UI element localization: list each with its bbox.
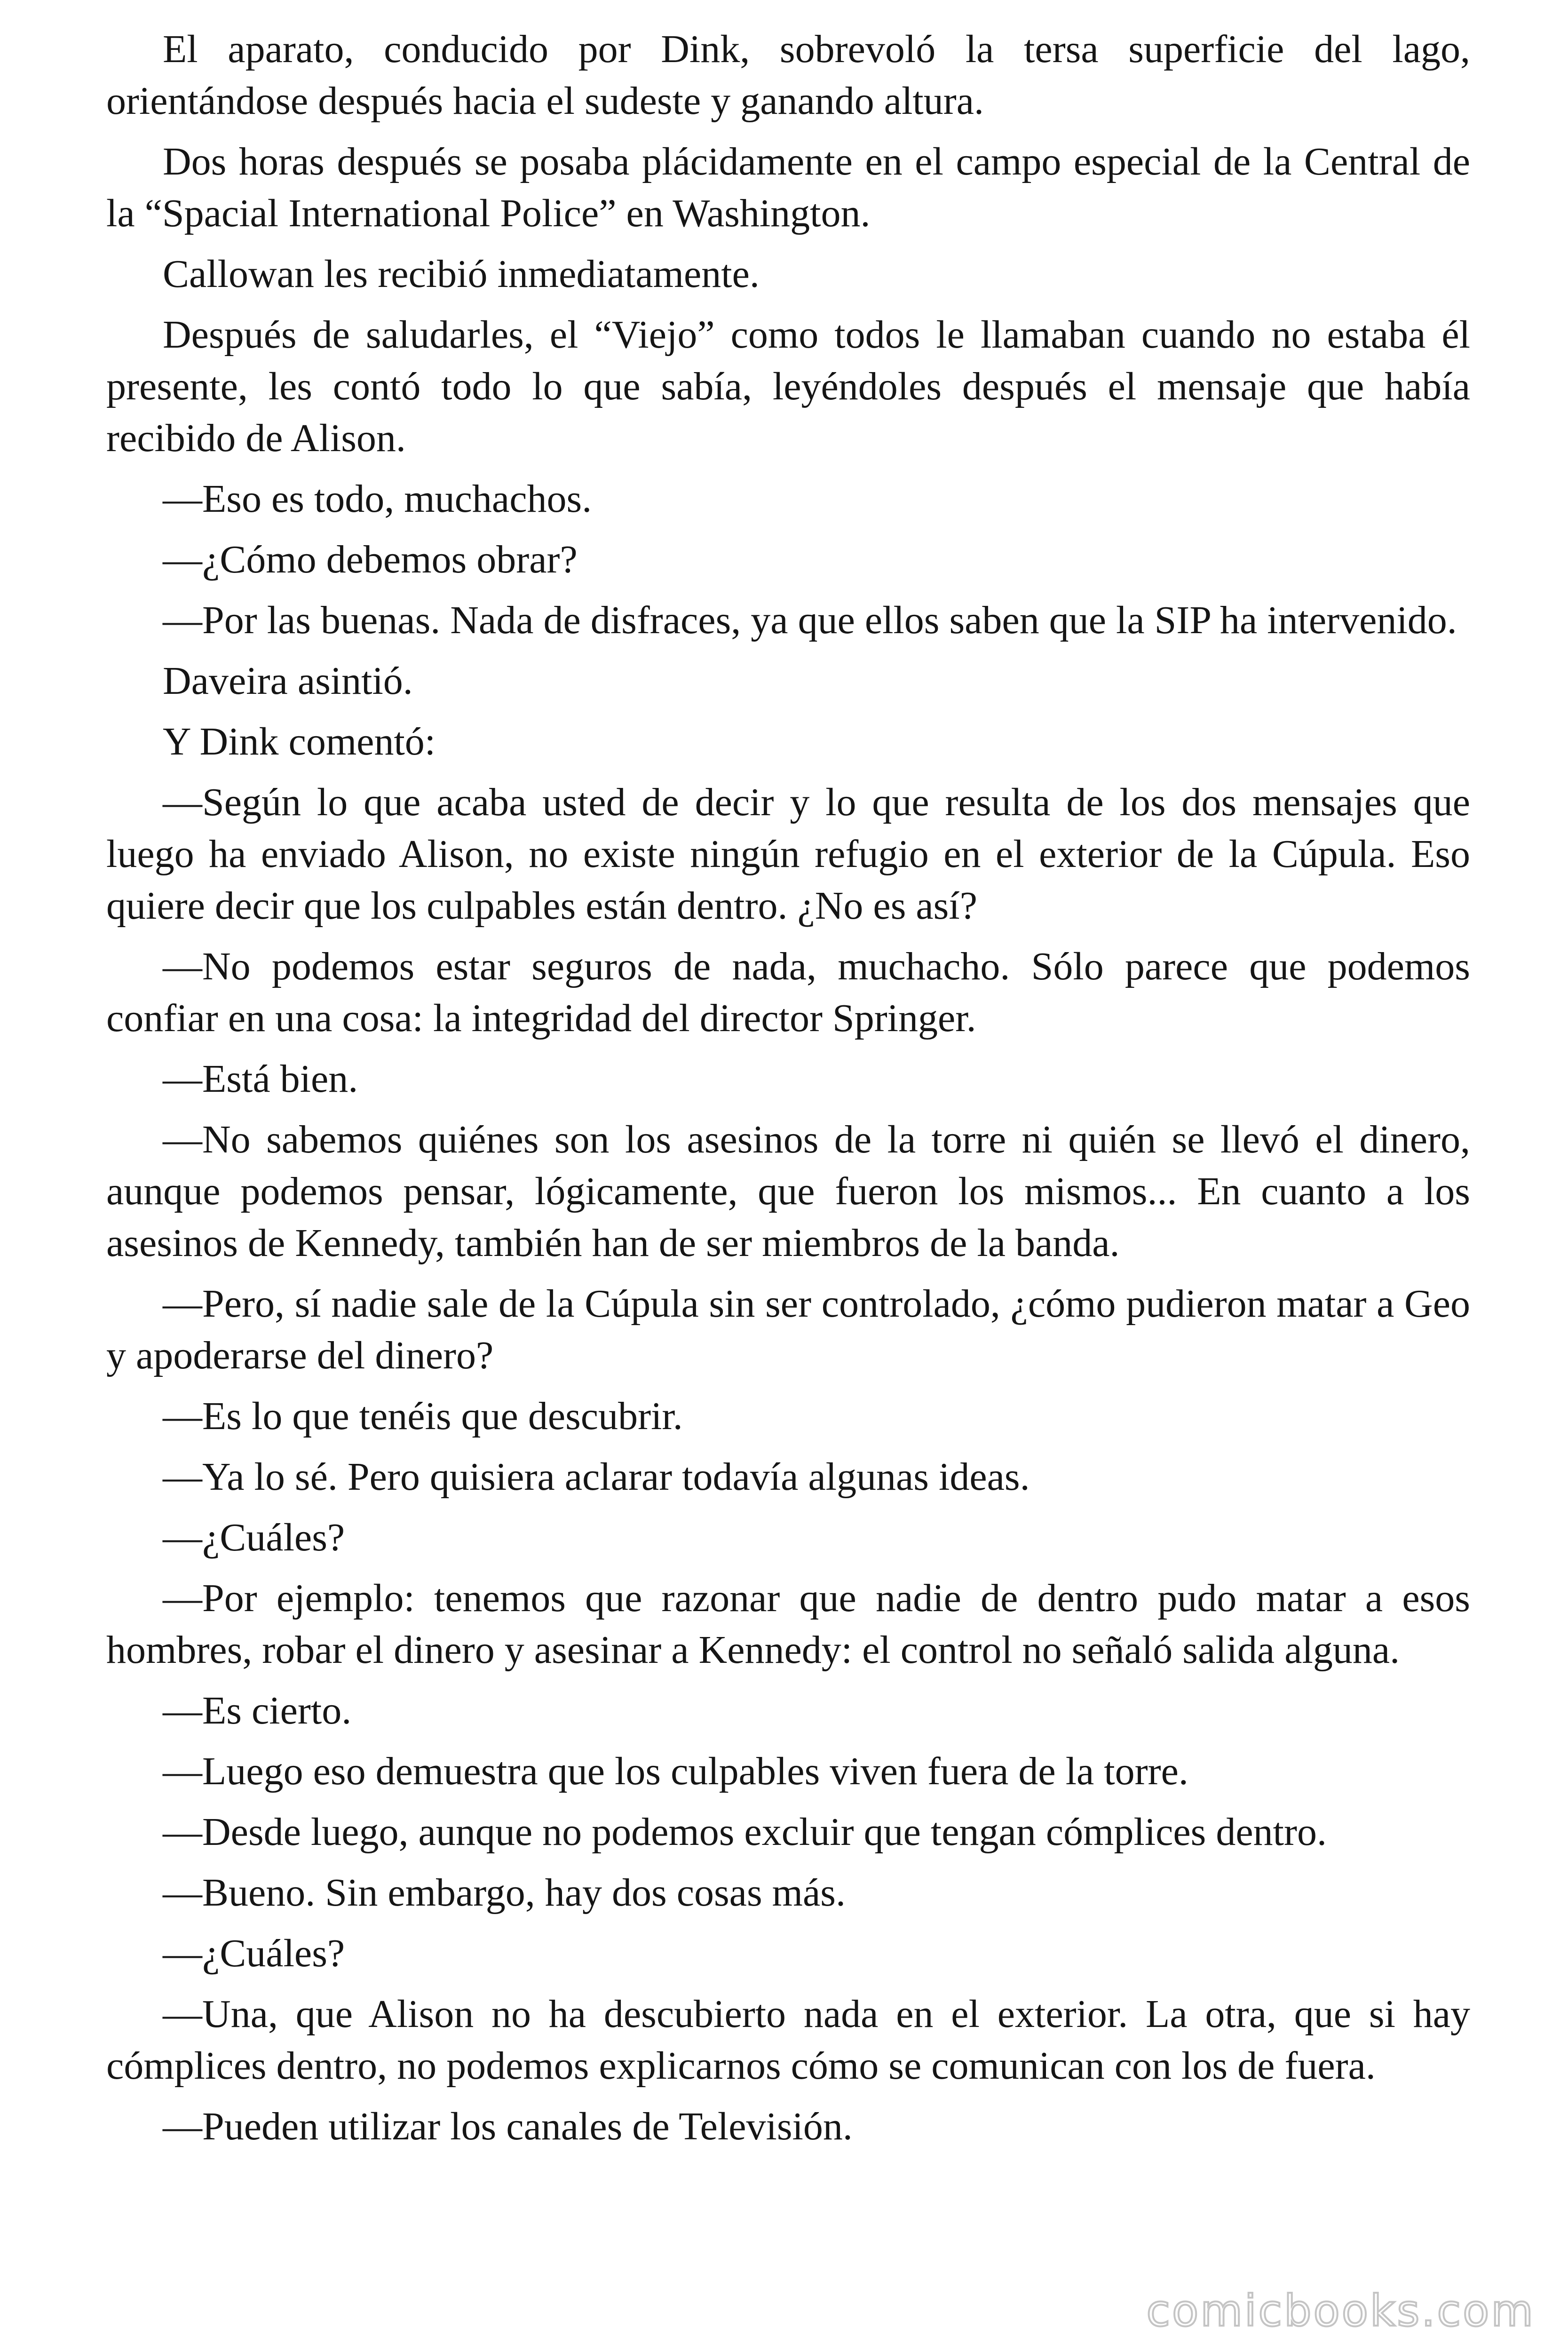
document-body <box>106 24 1470 2161</box>
paragraph: —Eso es todo, muchachos. <box>163 477 592 521</box>
paragraph: —Ya lo sé. Pero quisiera aclarar todavía algunas ideas. <box>163 1455 1030 1499</box>
paragraph: —No sabemos quiénes son los asesinos de la torre ni quién se llevó el dinero, aunque podemos pensar, lógicamente, que fueron los mismos... En cuanto a los asesinos de Kennedy, también han de ser miembros de la banda. <box>106 1118 1470 1265</box>
paragraph: Después de saludarles, el “Viejo” como todos le llamaban cuando no estaba él presente, les contó todo lo que sabía, leyéndoles después el mensaje que había recibido de Alison. <box>106 313 1470 460</box>
paragraph: Y Dink comentó: <box>163 720 436 763</box>
paragraph: —Es lo que tenéis que descubrir. <box>163 1394 683 1438</box>
paragraph: —Pero, sí nadie sale de la Cúpula sin ser controlado, ¿cómo pudieron matar a Geo y apoderarse del dinero? <box>106 1282 1470 1377</box>
paragraph: —Por ejemplo: tenemos que razonar que nadie de dentro pudo matar a esos hombres, robar el dinero y asesinar a Kennedy: el control no señaló salida alguna. <box>106 1576 1470 1672</box>
paragraph: —¿Cómo debemos obrar? <box>163 538 578 581</box>
paragraph: —Bueno. Sin embargo, hay dos cosas más. <box>163 1871 846 1915</box>
paragraph: —Luego eso demuestra que los culpables viven fuera de la torre. <box>163 1749 1188 1793</box>
paragraph: Callowan les recibió inmediatamente. <box>163 252 760 296</box>
watermark: comicbooks.com <box>1146 2286 1535 2336</box>
paragraph: —Una, que Alison no ha descubierto nada en el exterior. La otra, que si hay cómplices dentro, no podemos explicarnos cómo se comunican con los de fuera. <box>106 1992 1470 2088</box>
paragraph: —No podemos estar seguros de nada, muchacho. Sólo parece que podemos confiar en una cosa: la integridad del director Springer. <box>106 945 1470 1040</box>
paragraph: —¿Cuáles? <box>163 1931 345 1975</box>
paragraph: —Por las buenas. Nada de disfraces, ya que ellos saben que la SIP ha intervenido. <box>163 598 1457 642</box>
paragraph: Dos horas después se posaba plácidamente en el campo especial de la Central de la “Spacial International Police” en Washington. <box>106 140 1470 235</box>
paragraph: Daveira asintió. <box>163 659 413 703</box>
paragraph: —Desde luego, aunque no podemos excluir que tengan cómplices dentro. <box>163 1810 1327 1854</box>
paragraph: —Según lo que acaba usted de decir y lo que resulta de los dos mensajes que luego ha enviado Alison, no existe ningún refugio en el exterior de la Cúpula. Eso quiere decir que los culpables están dentro. ¿No es así? <box>106 780 1470 928</box>
paragraph: —Está bien. <box>163 1057 358 1101</box>
paragraph: —Es cierto. <box>163 1689 352 1732</box>
paragraph: —¿Cuáles? <box>163 1516 345 1559</box>
paragraph: —Pueden utilizar los canales de Televisión. <box>163 2105 853 2148</box>
paragraph: El aparato, conducido por Dink, sobrevoló la tersa superficie del lago, orientándose después hacia el sudeste y ganando altura. <box>106 27 1470 123</box>
